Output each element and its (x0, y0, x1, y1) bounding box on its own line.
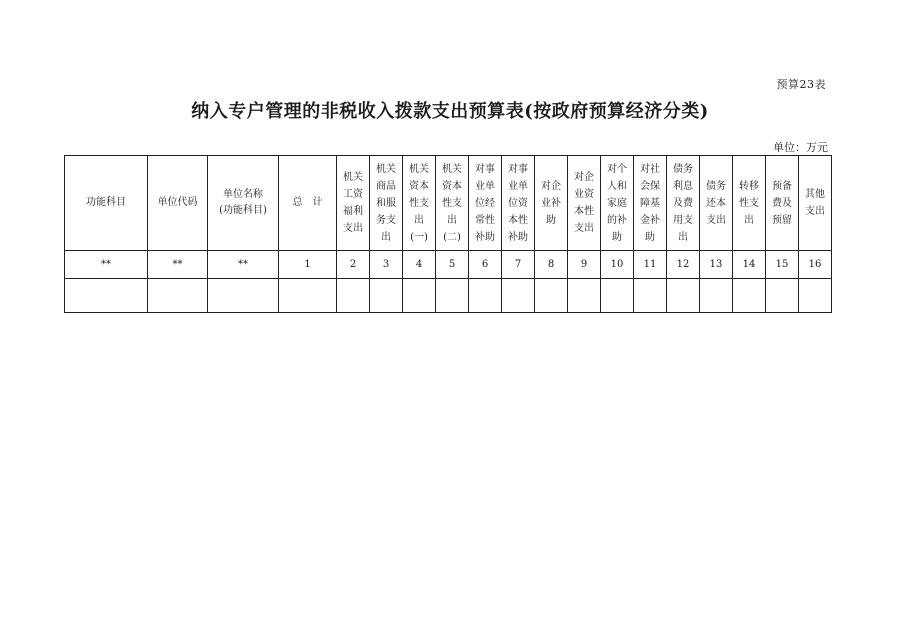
header-cell: 对企业资本性支出 (568, 156, 601, 251)
header-cell: 功能科目 (65, 156, 148, 251)
data-cell (700, 279, 733, 313)
data-cell (436, 279, 469, 313)
code-cell: 7 (502, 251, 535, 279)
header-row (65, 156, 832, 251)
header-cell: 债务还本支出 (700, 156, 733, 251)
header-cell: 机关资本性支出(二) (436, 156, 469, 251)
code-cell: 2 (337, 251, 370, 279)
data-cell (403, 279, 436, 313)
data-cell (535, 279, 568, 313)
data-cell (469, 279, 502, 313)
data-cell (667, 279, 700, 313)
code-cell: ** (148, 251, 208, 279)
data-cell (733, 279, 766, 313)
code-cell: 1 (279, 251, 337, 279)
data-cell (370, 279, 403, 313)
code-cell: 6 (469, 251, 502, 279)
code-cell: 15 (766, 251, 799, 279)
form-number: 预算23表 (776, 78, 826, 91)
header-cell: 预备费及预留 (766, 156, 799, 251)
data-cell (65, 279, 148, 313)
header-cell: 对事业单位经常性补助 (469, 156, 502, 251)
code-cell: 12 (667, 251, 700, 279)
unit-label: 单位：万元 (773, 141, 828, 154)
data-cell (208, 279, 279, 313)
code-cell: ** (65, 251, 148, 279)
code-cell: 9 (568, 251, 601, 279)
data-cell (502, 279, 535, 313)
header-cell: 机关资本性支出(一) (403, 156, 436, 251)
header-cell: 对个人和家庭的补助 (601, 156, 634, 251)
header-cell: 对企业补助 (535, 156, 568, 251)
header-cell: 其他支出 (799, 156, 832, 251)
code-cell: 16 (799, 251, 832, 279)
header-cell: 转移性支出 (733, 156, 766, 251)
code-cell: 5 (436, 251, 469, 279)
data-cell (568, 279, 601, 313)
budget-table (64, 155, 832, 313)
data-cell (601, 279, 634, 313)
header-cell: 债务利息及费用支出 (667, 156, 700, 251)
code-cell: 11 (634, 251, 667, 279)
data-cell (766, 279, 799, 313)
data-cell (148, 279, 208, 313)
header-cell: 对事业单位资本性补助 (502, 156, 535, 251)
header-cell: 单位名称 (功能科目) (208, 156, 279, 251)
code-cell: 3 (370, 251, 403, 279)
data-cell (799, 279, 832, 313)
code-cell: 4 (403, 251, 436, 279)
code-cell: 8 (535, 251, 568, 279)
code-cell: 10 (601, 251, 634, 279)
header-cell: 总 计 (279, 156, 337, 251)
data-cell (634, 279, 667, 313)
header-cell: 机关商品和服务支出 (370, 156, 403, 251)
data-row (65, 279, 832, 313)
header-cell: 机关工资福利支出 (337, 156, 370, 251)
code-cell: 14 (733, 251, 766, 279)
header-cell: 对社会保障基金补助 (634, 156, 667, 251)
page-title: 纳入专户管理的非税收入拨款支出预算表(按政府预算经济分类) (191, 101, 709, 122)
data-cell (337, 279, 370, 313)
data-cell (279, 279, 337, 313)
code-cell: 13 (700, 251, 733, 279)
code-row (65, 251, 832, 279)
header-cell: 单位代码 (148, 156, 208, 251)
code-cell: ** (208, 251, 279, 279)
